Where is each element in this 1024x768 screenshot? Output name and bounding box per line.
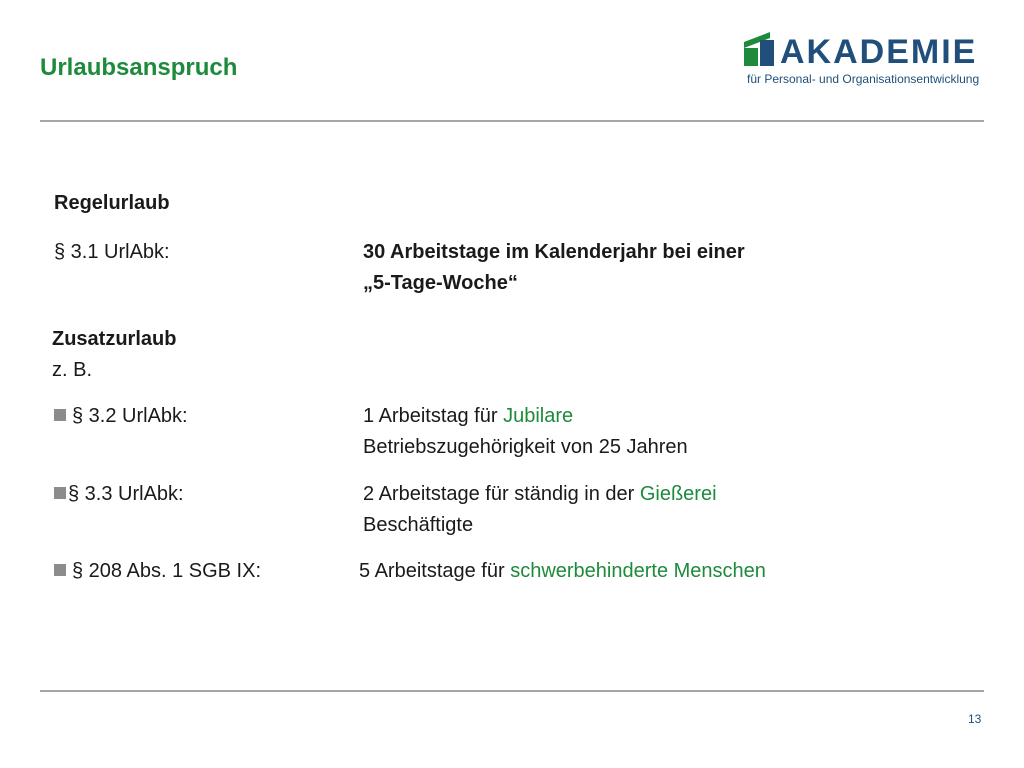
akademie-logo [744, 32, 988, 88]
regular-ref: § 3.1 UrlAbk: [54, 241, 170, 263]
regular-desc-line2: „5-Tage-Woche“ [363, 272, 518, 294]
page-title: Urlaubsanspruch [40, 54, 238, 81]
section-heading-regular: Regelurlaub [54, 192, 170, 214]
list-item-desc: 5 Arbeitstage für schwerbehinderte Menschen [359, 560, 766, 582]
page-number: 13 [968, 712, 982, 726]
list-item-ref: § 3.3 UrlAbk: [54, 479, 184, 509]
list-item-desc: 2 Arbeitstage für ständig in der Gießerei [363, 483, 717, 505]
highlight-term: Jubilare [503, 405, 574, 427]
square-bullet-icon [54, 564, 66, 576]
highlight-term: schwerbehinderte Menschen [510, 560, 766, 582]
header-divider [40, 120, 984, 122]
highlight-term: Gießerei [639, 483, 717, 505]
footer-divider [40, 690, 984, 692]
logo-wordmark: AKADEMIE [780, 33, 978, 71]
square-bullet-icon [54, 409, 66, 421]
list-item-desc: 1 Arbeitstag für Jubilare [363, 405, 574, 427]
extra-example-label: z. B. [52, 359, 93, 381]
logo-subtitle: für Personal- und Organisationsentwicklung [747, 72, 980, 86]
list-item-desc-line2: Beschäftigte [363, 514, 474, 536]
square-bullet-icon [54, 487, 66, 499]
list-item-ref: § 208 Abs. 1 SGB IX: [54, 556, 261, 586]
list-item-desc-line2: Betriebszugehörigkeit von 25 Jahren [363, 436, 688, 458]
list-item-ref: § 3.2 UrlAbk: [54, 401, 188, 431]
akademie-logo-icon [744, 32, 776, 66]
section-heading-extra: Zusatzurlaub [52, 328, 177, 350]
regular-desc-line1: 30 Arbeitstage im Kalenderjahr bei einer [363, 241, 745, 263]
